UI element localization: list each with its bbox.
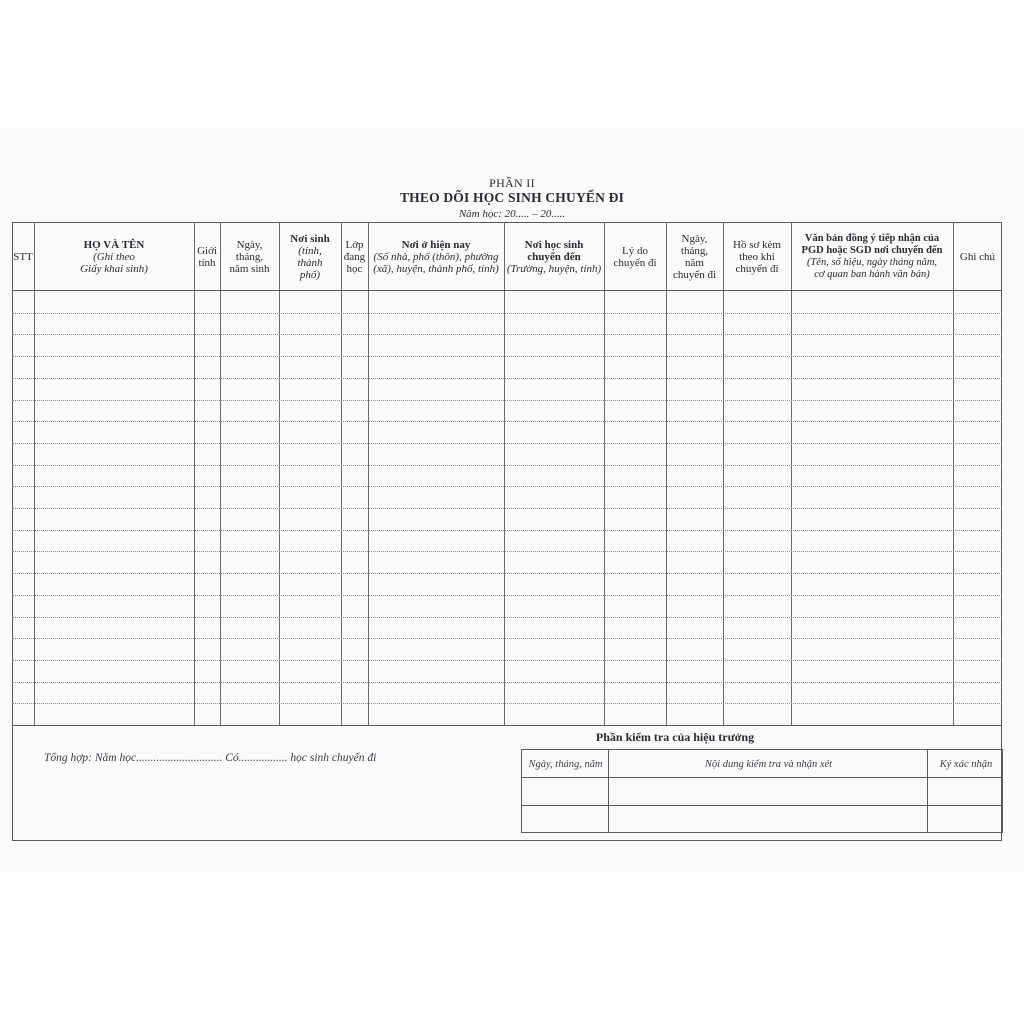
- table-row-line: [12, 595, 1002, 596]
- header-bottom-line: [12, 290, 1002, 291]
- check-divider: [927, 750, 928, 832]
- summary-line: Tổng hợp: Năm học.............................. Có................. học sinh chuyển đi: [44, 752, 377, 764]
- header-notes: Ghi chú: [959, 250, 996, 263]
- header-documents: Hồ sơ kèm theo khi chuyển đi: [733, 238, 781, 275]
- column-divider: [953, 222, 954, 725]
- page-title: THEO DÕI HỌC SINH CHUYỂN ĐI: [399, 190, 625, 205]
- table-row-line: [12, 660, 1002, 661]
- principal-check-table: [521, 749, 1003, 833]
- table-row-line: [12, 378, 1002, 379]
- header-residence: Nơi ở hiện nay (Số nhà, phố (thôn), phường (xã), huyện, thành phố, tỉnh): [373, 238, 499, 275]
- column-divider: [504, 222, 505, 725]
- table-row-line: [12, 682, 1002, 683]
- table-row-line: [12, 617, 1002, 618]
- header-birthplace: Nơi sinh (tỉnh, thành phố): [290, 232, 330, 281]
- column-divider: [368, 222, 369, 725]
- table-row-line: [12, 573, 1002, 574]
- table-row-line: [12, 551, 1002, 552]
- column-divider: [791, 222, 792, 725]
- table-row-line: [12, 421, 1002, 422]
- table-row-line: [12, 334, 1002, 335]
- column-divider: [34, 222, 35, 725]
- table-row-line: [12, 486, 1002, 487]
- column-divider: [194, 222, 195, 725]
- header-destination: Nơi học sinh chuyển đến (Trường, huyện, tỉnh): [506, 238, 602, 275]
- column-divider: [666, 222, 667, 725]
- part-label: PHẦN II: [489, 176, 535, 190]
- header-reason: Lý do chuyển đi: [613, 244, 657, 269]
- header-stt: STT: [13, 250, 33, 263]
- check-row-line: [522, 805, 1002, 806]
- column-divider: [279, 222, 280, 725]
- table-row-line: [12, 703, 1002, 704]
- principal-check-title: Phần kiểm tra của hiệu trưởng: [595, 730, 755, 744]
- table-row-line: [12, 356, 1002, 357]
- check-divider: [608, 750, 609, 832]
- check-col-date: Ngày, tháng, năm: [528, 758, 603, 770]
- header-gender: Giới tính: [197, 244, 217, 269]
- table-bottom-line: [12, 725, 1002, 726]
- table-row-line: [12, 638, 1002, 639]
- school-year: Năm học: 20..... – 20.....: [458, 208, 566, 220]
- check-col-signature: Ký xác nhận: [939, 758, 993, 770]
- header-transfer-date: Ngày, tháng, năm chuyển đi: [672, 232, 717, 281]
- table-row-line: [12, 313, 1002, 314]
- table-row-line: [12, 465, 1002, 466]
- column-divider: [604, 222, 605, 725]
- column-divider: [220, 222, 221, 725]
- header-approval: Văn bản đồng ý tiếp nhận của PGD hoặc SGD nơi chuyển đến (Tên, số hiệu, ngày tháng năm, cơ quan ban hành văn bản): [801, 232, 943, 280]
- header-class: Lớp đang học: [343, 238, 366, 275]
- check-col-content: Nội dung kiểm tra và nhận xét: [704, 758, 833, 770]
- check-row-line: [522, 777, 1002, 778]
- column-divider: [341, 222, 342, 725]
- table-row-line: [12, 400, 1002, 401]
- table-row-line: [12, 508, 1002, 509]
- column-divider: [723, 222, 724, 725]
- table-row-line: [12, 530, 1002, 531]
- header-dob: Ngày, tháng, năm sinh: [229, 238, 270, 275]
- table-row-line: [12, 443, 1002, 444]
- header-name: HỌ VÀ TÊN (Ghi theo Giấy khai sinh): [80, 238, 148, 275]
